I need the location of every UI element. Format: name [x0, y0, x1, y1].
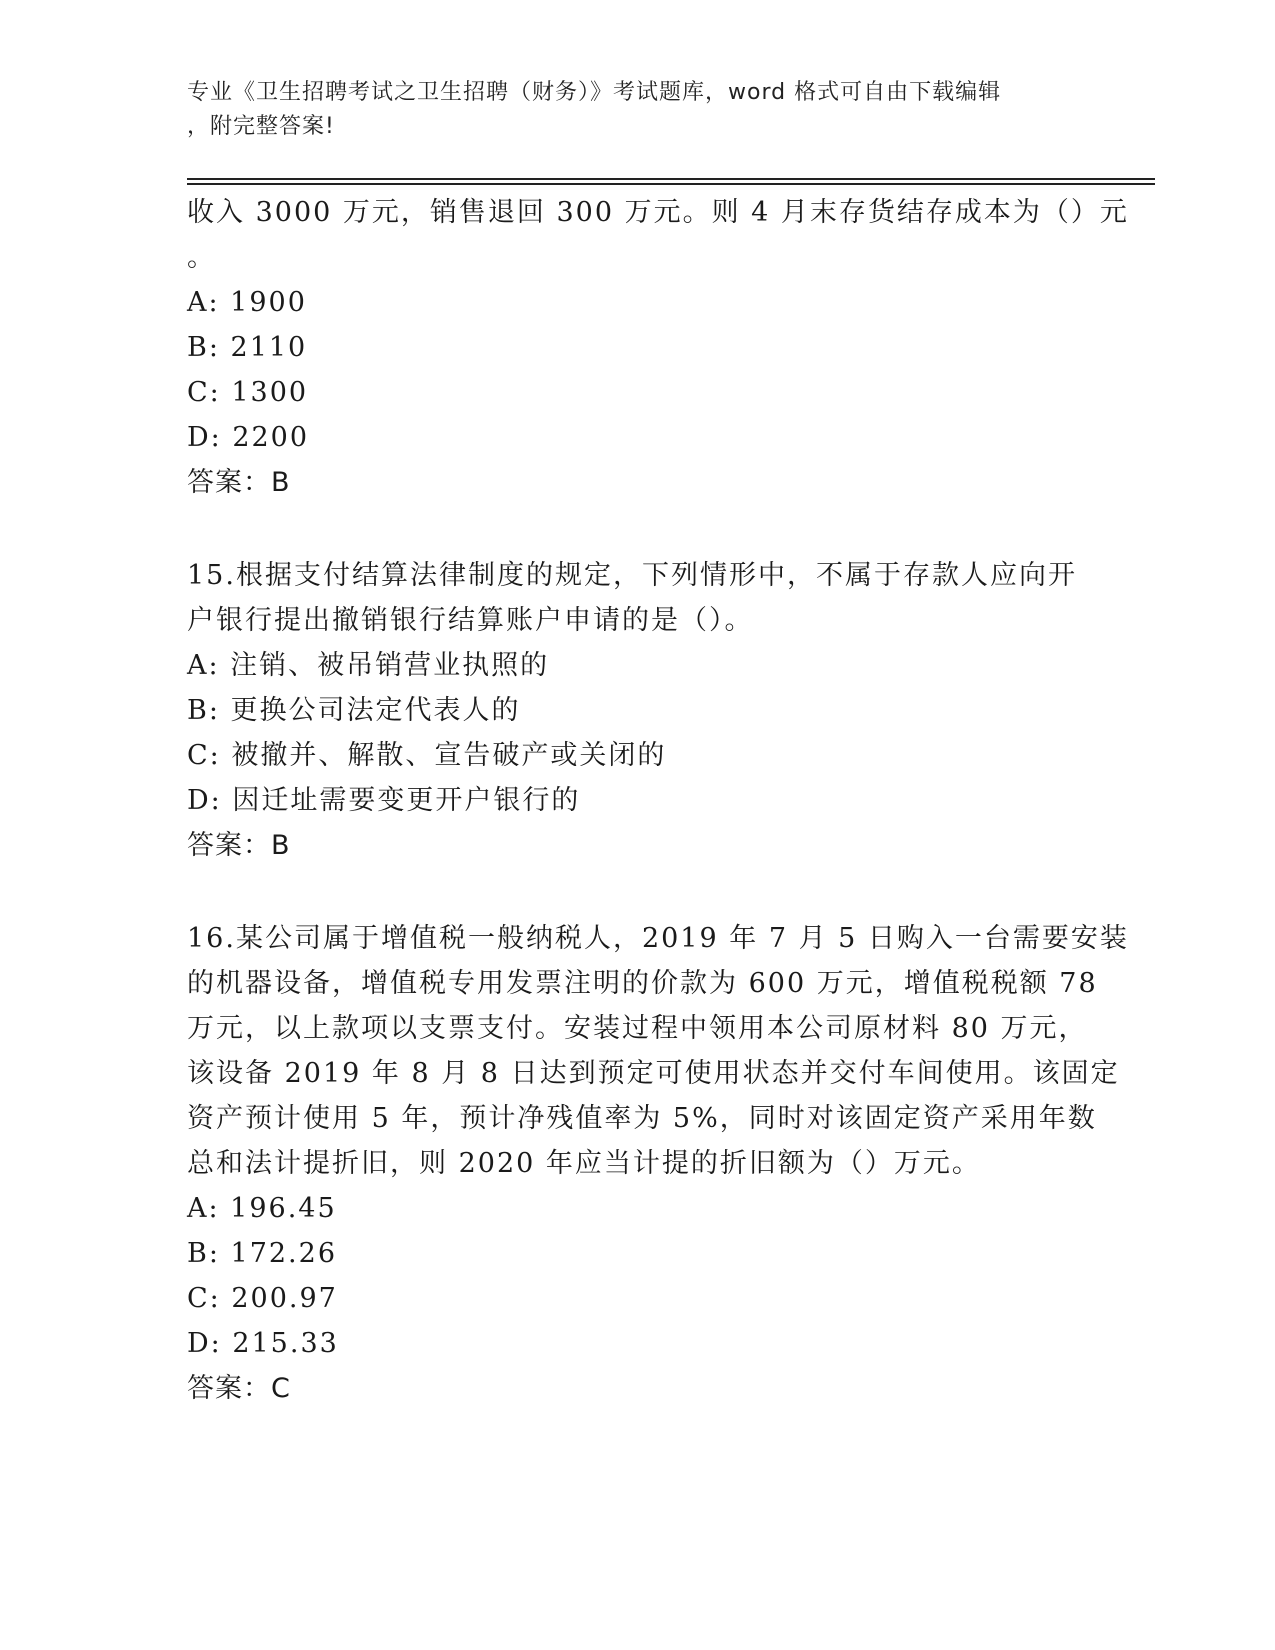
question-14 [187, 190, 1129, 505]
answer-line: 答案：B [187, 467, 291, 498]
question-16 [187, 916, 1129, 1411]
option-b: B: 更换公司法定代表人的 [187, 695, 521, 726]
question-stem-line: 16.某公司属于增值税一般纳税人，2019 年 7 月 5 日购入一台需要安装 [187, 923, 1129, 954]
option-c: C: 被撤并、解散、宣告破产或关闭的 [187, 740, 667, 771]
option-a: A: 注销、被吊销营业执照的 [187, 650, 550, 681]
answer-line: 答案：B [187, 830, 291, 861]
header-line-1: 专业《卫生招聘考试之卫生招聘（财务）》考试题库，word 格式可自由下载编辑 [187, 80, 1002, 105]
document-header [187, 76, 1067, 144]
header-divider-top [187, 178, 1155, 180]
option-a: A: 1900 [187, 287, 307, 318]
question-stem-line: 15.根据支付结算法律制度的规定，下列情形中，不属于存款人应向开 [187, 560, 1077, 591]
header-line-2: ，附完整答案! [187, 114, 335, 139]
question-stem-line: 。 [187, 242, 216, 273]
option-d: D: 2200 [187, 422, 310, 453]
question-15 [187, 553, 1077, 868]
spacer [187, 505, 1077, 553]
question-stem-line: 收入 3000 万元，销售退回 300 万元。则 4 月末存货结存成本为（）元 [187, 197, 1129, 228]
question-stem-line: 资产预计使用 5 年，预计净残值率为 5%，同时对该固定资产采用年数 [187, 1103, 1097, 1134]
option-c: C: 200.97 [187, 1283, 338, 1314]
question-list [187, 190, 1129, 1411]
option-b: B: 2110 [187, 332, 308, 363]
answer-line: 答案：C [187, 1373, 291, 1404]
question-stem-line: 万元，以上款项以支票支付。安装过程中领用本公司原材料 80 万元， [187, 1013, 1088, 1044]
option-d: D: 215.33 [187, 1328, 339, 1359]
header-divider-bottom [187, 183, 1155, 185]
option-b: B: 172.26 [187, 1238, 337, 1269]
spacer [187, 868, 1077, 916]
option-a: A: 196.45 [187, 1193, 337, 1224]
option-d: D: 因迁址需要变更开户银行的 [187, 785, 581, 816]
option-c: C: 1300 [187, 377, 309, 408]
question-stem-line: 的机器设备，增值税专用发票注明的价款为 600 万元，增值税税额 78 [187, 968, 1098, 999]
question-stem-line: 总和法计提折旧，则 2020 年应当计提的折旧额为（）万元。 [187, 1148, 981, 1179]
question-stem-line: 户银行提出撤销银行结算账户申请的是（）。 [187, 605, 754, 636]
question-stem-line: 该设备 2019 年 8 月 8 日达到预定可使用状态并交付车间使用。该固定 [187, 1058, 1120, 1089]
